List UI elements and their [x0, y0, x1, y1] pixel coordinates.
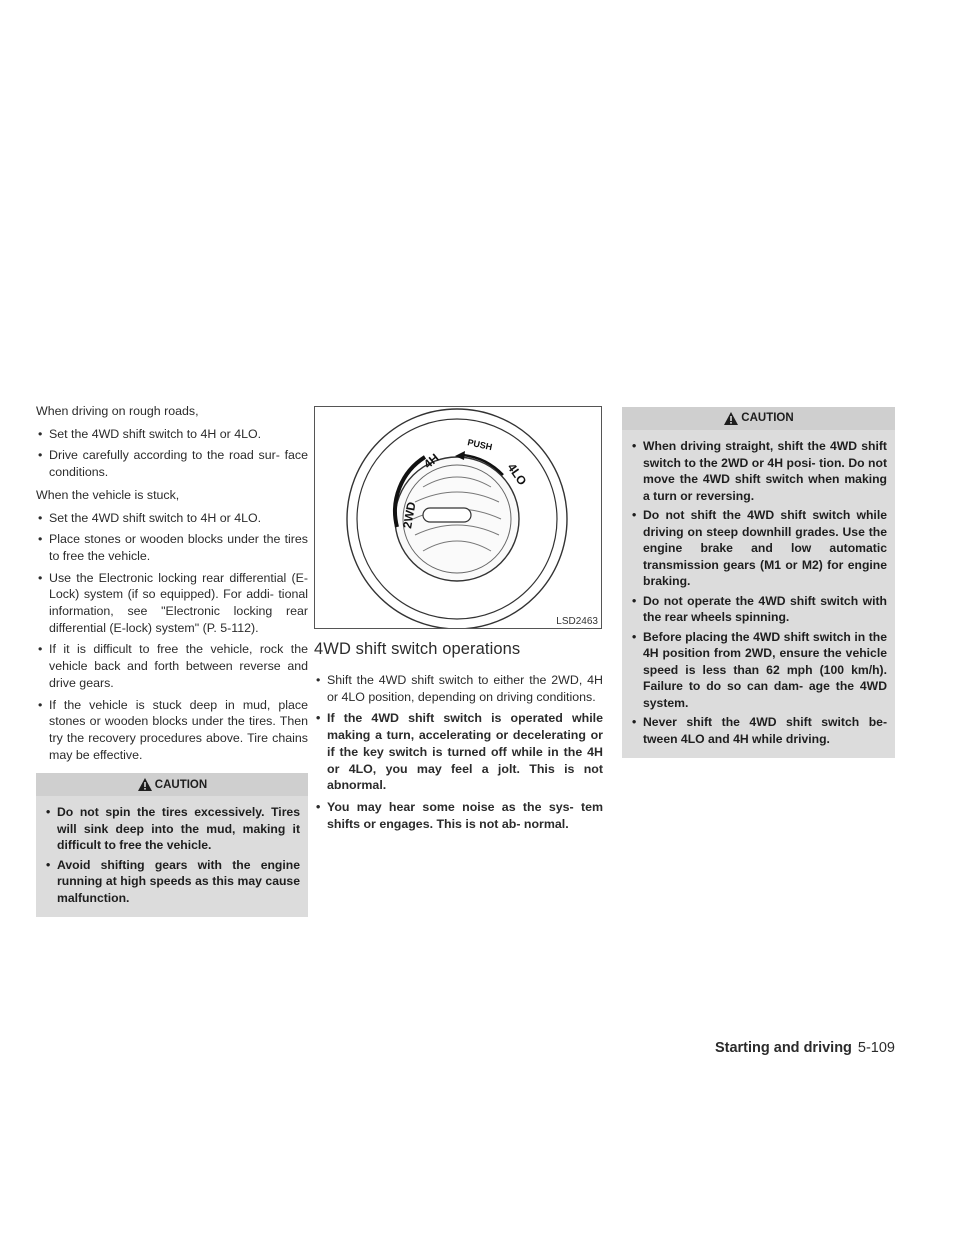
warning-icon [137, 777, 153, 792]
figure-label: LSD2463 [556, 616, 598, 627]
list-item: • Shift the 4WD shift switch to either the 2WD, 4H or 4LO position, depending on driving conditions. [314, 672, 603, 705]
caution-box-right [622, 407, 895, 758]
shift-switch-illustration [315, 407, 601, 628]
caution-header [622, 407, 895, 430]
vehicle-stuck-list [36, 510, 308, 764]
list-item: • Set the 4WD shift switch to 4H or 4LO. [36, 510, 308, 527]
right-column [622, 407, 895, 758]
dial-label-4lo: 4LO [504, 460, 530, 488]
rough-roads-list [36, 426, 308, 481]
caution-item: • Never shift the 4WD shift switch be- tween 4LO and 4H while driving. [630, 714, 887, 747]
list-item: • Drive carefully according to the road sur- face conditions. [36, 447, 308, 480]
caution-list [36, 796, 308, 906]
operations-list [314, 672, 603, 837]
caution-item: • When driving straight, shift the 4WD shift switch to the 2WD or 4H posi- tion. Do not move the 4WD shift switch when making a turn or reversing. [630, 438, 887, 504]
list-item: • If it is difficult to free the vehicle, rock the vehicle back and forth between reverse and drive gears. [36, 641, 308, 691]
caution-item: • Do not spin the tires excessively. Tires will sink deep into the mud, making it difficult to free the vehicle. [44, 804, 300, 854]
list-item: • Place stones or wooden blocks under the tires to free the vehicle. [36, 531, 308, 564]
caution-box-left [36, 773, 308, 917]
page-number: 5-109 [857, 1040, 895, 1056]
left-column [36, 403, 308, 917]
page-footer [715, 1040, 895, 1056]
caution-item: • Do not shift the 4WD shift switch while driving on steep downhill grades. Use the engine brake and low automatic transmission gears (M1 or M2) for engine braking. [630, 507, 887, 590]
dial-label-4h: 4H [420, 450, 442, 472]
footer-section-name: Starting and driving [714, 1040, 852, 1056]
list-item: • Use the Electronic locking rear differential (E-Lock) system (if so equipped). For addi- tional information, see "Electronic locking rear differential (E-lock) system" (P. 5-112). [36, 570, 308, 637]
list-item: • If the 4WD shift switch is operated while making a turn, accelerating or decelerating or if the key switch is turned off while in the 4H or 4LO, you may feel a jolt. This is not abnormal. [314, 710, 603, 794]
caution-item: • Do not operate the 4WD shift switch with the rear wheels spinning. [630, 593, 887, 626]
list-item: • If the vehicle is stuck deep in mud, place stones or wooden blocks under the tires. Then try the recovery procedures above. Tire chains may be effective. [36, 697, 308, 764]
caution-item: • Avoid shifting gears with the engine running at high speeds as this may cause malfunction. [44, 857, 300, 907]
shift-switch-figure [314, 406, 602, 629]
caution-title: CAUTION [154, 778, 208, 791]
caution-header [36, 773, 308, 796]
caution-item: • Before placing the 4WD shift switch in the 4H position from 2WD, ensure the vehicle speed is less than 62 mph (100 km/h). Failure to do so can dam- age the 4WD system. [630, 629, 887, 712]
dial-label-push: PUSH [466, 437, 494, 453]
caution-list [622, 430, 895, 747]
rough-roads-intro: When driving on rough roads, [36, 404, 199, 418]
list-item: • Set the 4WD shift switch to 4H or 4LO. [36, 426, 308, 443]
warning-icon [723, 411, 739, 426]
caution-title: CAUTION [741, 412, 794, 425]
list-item: • You may hear some noise as the sys- tem shifts or engages. This is not ab- normal. [314, 799, 603, 832]
section-title: 4WD shift switch operations [314, 640, 521, 658]
dial-label-2wd: 2WD [400, 500, 419, 530]
vehicle-stuck-intro: When the vehicle is stuck, [36, 487, 180, 502]
